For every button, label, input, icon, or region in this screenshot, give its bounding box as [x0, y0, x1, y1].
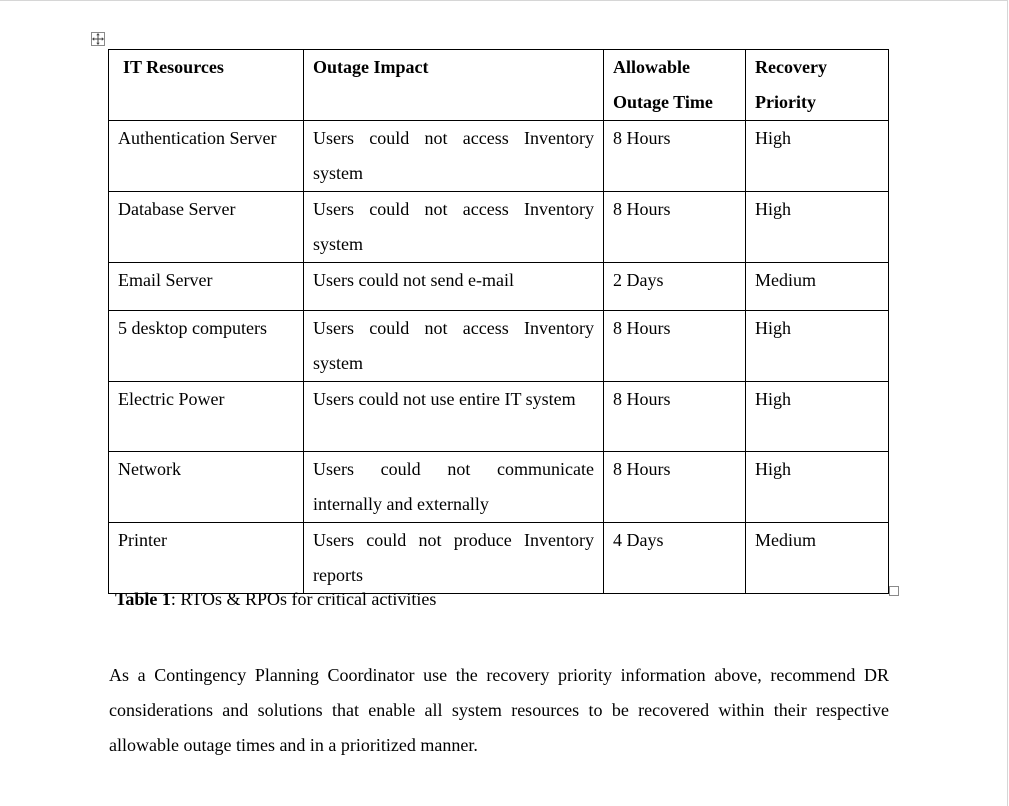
table-row: [109, 523, 889, 594]
cell-priority: High: [746, 121, 889, 192]
cell-time: 4 Days: [604, 523, 746, 594]
cell-time: 8 Hours: [604, 311, 746, 382]
cell-resource: Printer: [109, 523, 304, 594]
cell-time: 8 Hours: [604, 452, 746, 523]
cell-priority: High: [746, 452, 889, 523]
cell-priority: High: [746, 192, 889, 263]
cell-impact: Users could not access Inventory system: [304, 121, 604, 192]
table-resize-handle[interactable]: [889, 586, 899, 596]
cell-impact: Users could not communicate internally and externally: [304, 452, 604, 523]
header-it-resources: IT Resources: [109, 50, 304, 121]
cell-time: 2 Days: [604, 263, 746, 311]
table-header-row: [109, 50, 889, 121]
table-row: [109, 121, 889, 192]
table-caption: [115, 587, 436, 611]
header-outage-impact: Outage Impact: [304, 50, 604, 121]
cell-impact: Users could not send e-mail: [304, 263, 604, 311]
rto-table: [108, 49, 889, 594]
table-row: [109, 192, 889, 263]
table-row: [109, 263, 889, 311]
table-move-handle-icon[interactable]: [91, 32, 105, 46]
cell-impact: Users could not access Inventory system: [304, 192, 604, 263]
table-row: [109, 311, 889, 382]
cell-time: 8 Hours: [604, 382, 746, 452]
body-paragraph: As a Contingency Planning Coordinator use the recovery priority information above, recommend DR considerations and solutions that enable all system resources to be recovered within their respective allowable outage times and in a prioritized manner.: [109, 665, 889, 755]
cell-resource: 5 desktop computers: [109, 311, 304, 382]
cell-resource: Network: [109, 452, 304, 523]
header-allowable-outage-time: Allowable Outage Time: [604, 50, 746, 121]
caption-text: : RTOs & RPOs for critical activities: [170, 589, 437, 609]
table-row: [109, 382, 889, 452]
cell-resource: Authentication Server: [109, 121, 304, 192]
cell-resource: Email Server: [109, 263, 304, 311]
cell-priority: Medium: [746, 523, 889, 594]
header-recovery-priority: Recovery Priority: [746, 50, 889, 121]
cell-resource: Electric Power: [109, 382, 304, 452]
cell-priority: High: [746, 382, 889, 452]
cell-impact: Users could not access Inventory system: [304, 311, 604, 382]
cell-priority: High: [746, 311, 889, 382]
caption-label: Table 1: [115, 589, 171, 609]
cell-resource: Database Server: [109, 192, 304, 263]
cell-time: 8 Hours: [604, 121, 746, 192]
cell-impact: Users could not produce Inventory reports: [304, 523, 604, 594]
cell-priority: Medium: [746, 263, 889, 311]
cell-impact: Users could not use entire IT system: [304, 382, 604, 452]
table-row: [109, 452, 889, 523]
cell-time: 8 Hours: [604, 192, 746, 263]
